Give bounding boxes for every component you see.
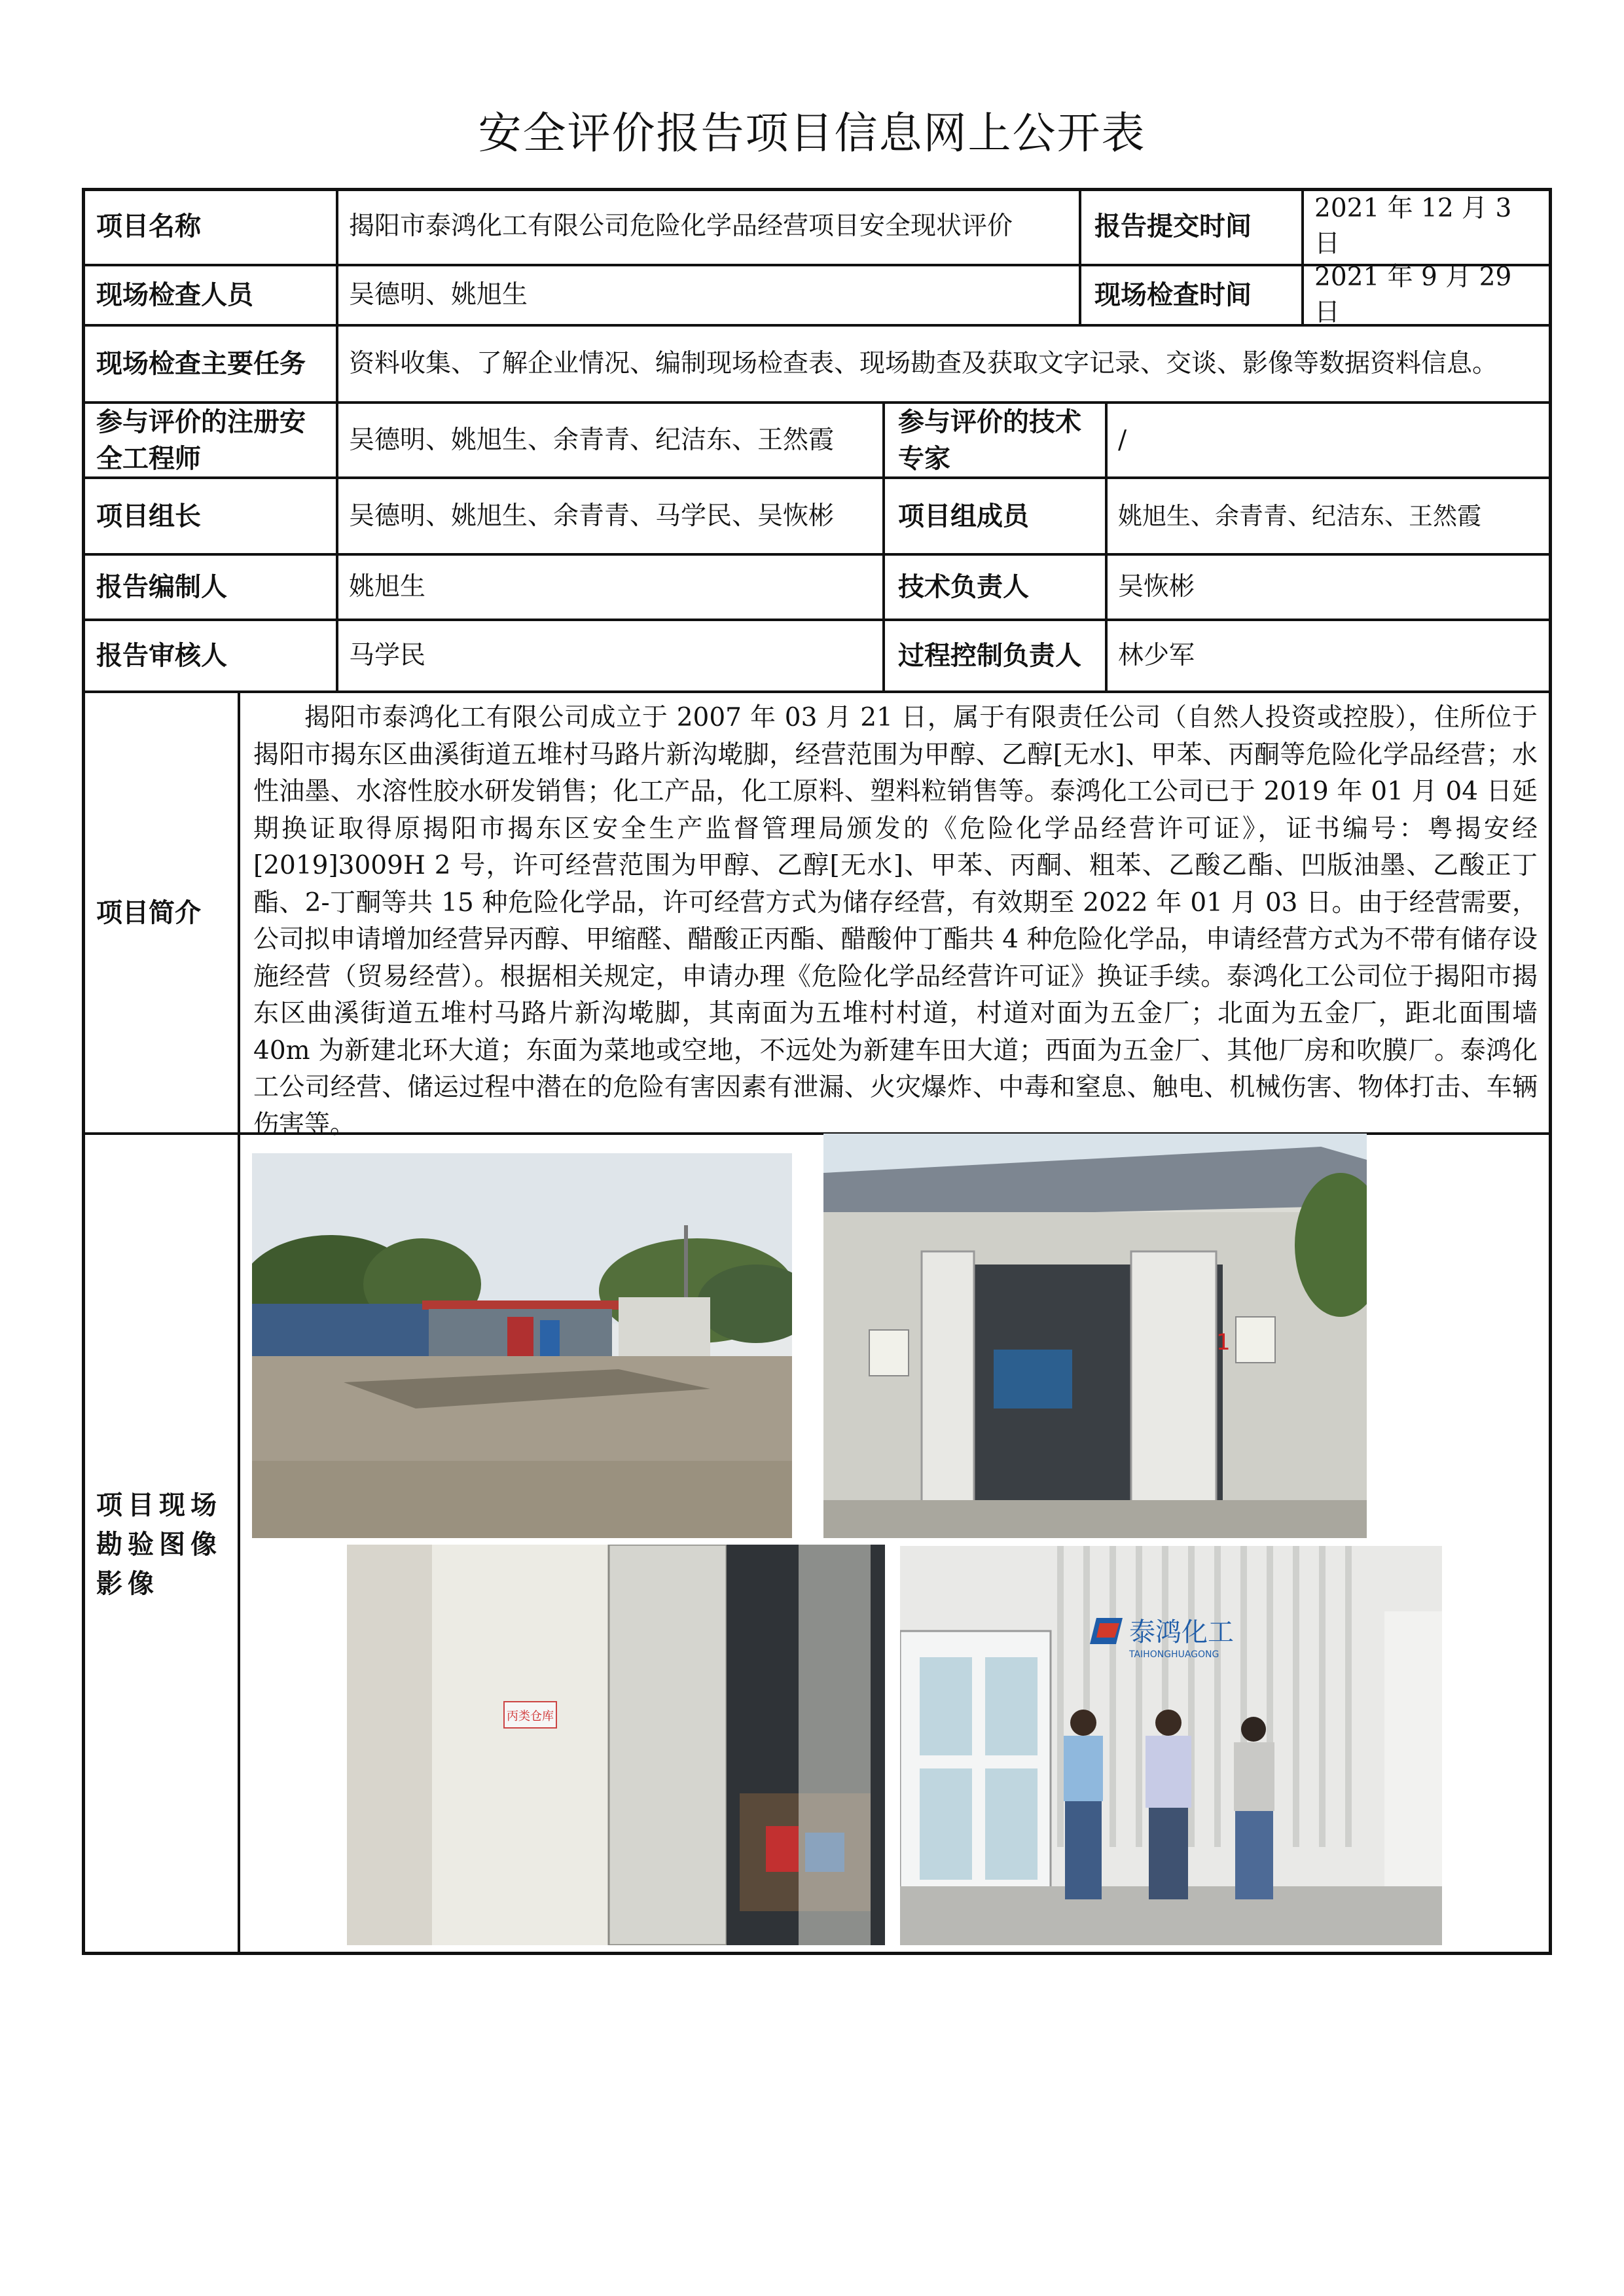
value-leader: 吴德明、姚旭生、余青青、马学民、吴恢彬 bbox=[349, 501, 835, 531]
photo-company-entrance bbox=[900, 1546, 1442, 1945]
label-photos: 项目现场勘验图像影像 bbox=[96, 1490, 222, 1599]
warehouse-sign: 丙类仓库 bbox=[507, 1710, 554, 1723]
value-intro: 揭阳市泰鸿化工有限公司成立于 2007 年 03 月 21 日，属于有限责任公司（自然人投资或控股），住所位于揭阳市揭东区曲溪街道五堆村马路片新沟墘脚，经营范围为甲醇、乙醇[无水]、甲苯、丙酮等危险化学品经营；水性油墨、水溶性胶水研发销售；化工产品，化工原料、塑料粒销售等。泰鸿化工公司已于 2019 年 01 月 04 日延期换证取得原揭阳市揭东区安全生产监督管理局颁发的《危险化学品经营许可证》，证书编号：粤揭安经[2019]3009H 2 号，许可经营范围为甲醇、乙醇[无水]、甲苯、丙酮、粗苯、乙酸乙酯、凹版油墨、乙酸正丁酯、2-丁酮等共 15 种危险化学品，许可经营方式为储存经营，有效期至 2022 年 01 月 03 日。由于经营需要，公司拟申请增加经营异丙醇、甲缩醛、醋酸正丙酯、醋酸仲丁酯共 4 种危险化学品，申请经营方式为不带有储存设施经营（贸易经营）。根据相关规定，申请办理《危险化学品经营许可证》换证手续。泰鸿化工公司位于揭阳市揭东区曲溪街道五堆村马路片新沟墘脚，其南面为五堆村村道，村道对面为五金厂；北面为五金厂，距北面围墙 40m 为新建北环大道；东面为菜地或空地，不远处为新建车田大道；西面为五金厂、其他厂房和吹膜厂。泰鸿化工公司经营、储运过程中潜在的危险有害因素有泄漏、火灾爆炸、中毒和窒息、触电、机械伤害、物体打击、车辆伤害等。 bbox=[253, 703, 1538, 1139]
label-process-lead: 过程控制负责人 bbox=[898, 641, 1081, 671]
photo-warehouse-entrance-image bbox=[823, 1134, 1367, 1538]
label-reviewer: 报告审核人 bbox=[96, 641, 227, 671]
value-inspectors: 吴德明、姚旭生 bbox=[349, 280, 528, 310]
photo-site-yard-image bbox=[252, 1153, 792, 1538]
label-leader: 项目组长 bbox=[96, 501, 201, 531]
value-members: 姚旭生、余青青、纪洁东、王然霞 bbox=[1118, 501, 1481, 530]
label-tech-lead: 技术负责人 bbox=[898, 572, 1029, 602]
photo-site-yard bbox=[252, 1153, 792, 1538]
photo-class-c-warehouse bbox=[347, 1545, 885, 1945]
label-project-name: 项目名称 bbox=[96, 211, 201, 242]
value-tech-lead: 吴恢彬 bbox=[1118, 572, 1195, 601]
door-number: 1 bbox=[1216, 1329, 1231, 1355]
label-experts: 参与评价的技术专家 bbox=[898, 406, 1081, 474]
value-engineers: 吴德明、姚旭生、余青青、纪洁东、王然霞 bbox=[349, 425, 835, 455]
value-reviewer: 马学民 bbox=[349, 641, 426, 670]
page-title: 安全评价报告项目信息网上公开表 bbox=[478, 108, 1146, 158]
value-main-task: 资料收集、了解企业情况、编制现场检查表、现场勘查及获取文字记录、交谈、影像等数据资料信息。 bbox=[349, 349, 1498, 378]
photo-warehouse-entrance bbox=[823, 1134, 1367, 1538]
logo-cn: 泰鸿化工 bbox=[1129, 1617, 1234, 1647]
value-project-name: 揭阳市泰鸿化工有限公司危险化学品经营项目安全现状评价 bbox=[349, 211, 1013, 241]
label-engineers: 参与评价的注册安全工程师 bbox=[96, 406, 306, 474]
value-submit-time: 2021 年 12 月 3 日 bbox=[1314, 194, 1512, 259]
value-process-lead: 林少军 bbox=[1118, 641, 1195, 670]
photo-class-c-warehouse-image bbox=[347, 1545, 885, 1945]
label-inspectors: 现场检查人员 bbox=[96, 280, 253, 310]
label-intro: 项目简介 bbox=[96, 897, 201, 928]
label-inspect-time: 现场检查时间 bbox=[1094, 280, 1252, 310]
label-main-task: 现场检查主要任务 bbox=[96, 349, 306, 379]
photo-company-entrance-image bbox=[900, 1546, 1442, 1945]
value-experts: / bbox=[1118, 425, 1127, 455]
label-submit-time: 报告提交时间 bbox=[1094, 211, 1252, 242]
value-author: 姚旭生 bbox=[349, 572, 426, 601]
label-author: 报告编制人 bbox=[96, 572, 227, 602]
logo-en: TAIHONGHUAGONG bbox=[1129, 1649, 1219, 1660]
value-inspect-time: 2021 年 9 月 29 日 bbox=[1314, 262, 1512, 327]
label-members: 项目组成员 bbox=[898, 501, 1029, 531]
